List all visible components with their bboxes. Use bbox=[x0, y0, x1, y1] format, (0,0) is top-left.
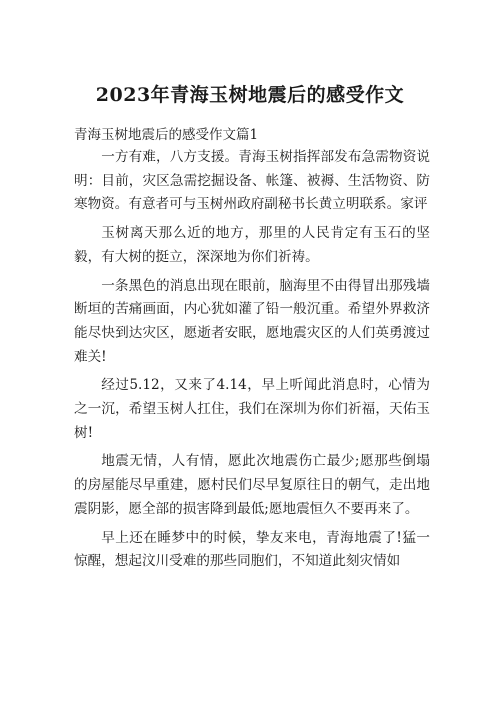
document-body bbox=[74, 146, 430, 579]
paragraph: 一条黑色的消息出现在眼前，脑海里不由得冒出那残墙断垣的苦痛画面，内心犹如灌了铅一般沉重。希望外界救济能尽快到达灾区，愿逝者安眠，愿地震灾区的人们英勇渡过难关! bbox=[74, 277, 430, 365]
paragraph: 一方有难，八方支援。青海玉树指挥部发布急需物资说明：目前，灾区急需挖掘设备、帐篷、被褥、生活物资、防寒物资。有意者可与玉树州政府副秘书长黄立明联系。家评 bbox=[74, 149, 430, 213]
section-subtitle: 青海玉树地震后的感受作文篇1 bbox=[74, 127, 259, 143]
paragraph: 经过5.12，又来了4.14，早上听闻此消息时，心情为之一沉，希望玉树人扛住，我们在深圳为你们祈福，天佑玉树! bbox=[74, 377, 430, 441]
document-title: 2023年青海玉树地震后的感受作文 bbox=[95, 84, 405, 106]
paragraph: 地震无情，人有情，愿此次地震伤亡最少;愿那些倒塌的房屋能尽早重建，愿村民们尽早复原往日的朝气，走出地震阴影，愿全部的损害降到最低;愿地震恒久不要再来了。 bbox=[74, 453, 430, 517]
paragraph: 早上还在睡梦中的时候，挚友来电，青海地震了!猛一惊醒，想起汶川受难的那些同胞们，不知道此刻灾情如 bbox=[74, 529, 430, 570]
paragraph: 玉树离天那么近的地方，那里的人民肯定有玉石的坚毅，有大树的挺立，深深地为你们祈祷。 bbox=[74, 225, 430, 265]
